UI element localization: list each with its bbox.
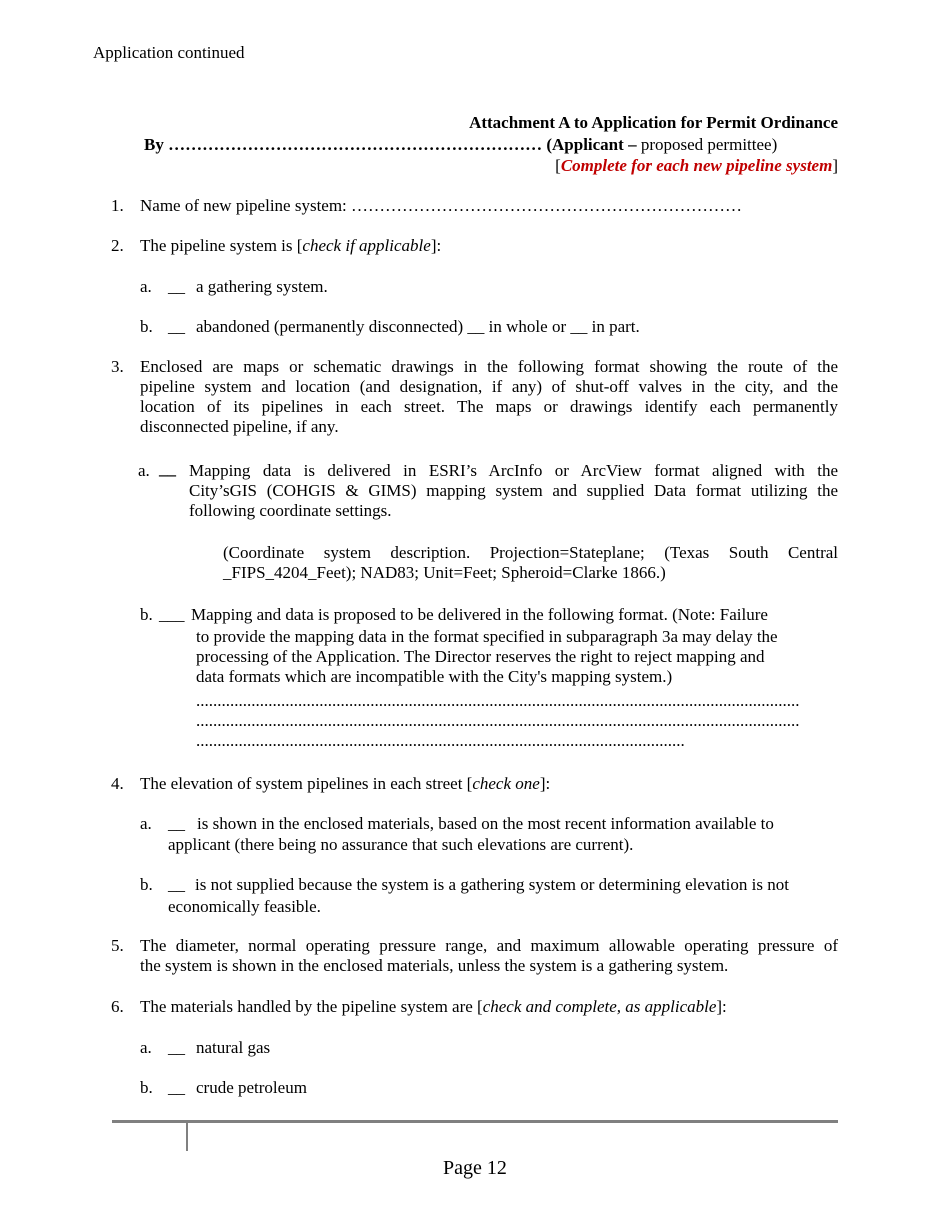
item-4b-line: economically feasible. xyxy=(168,897,321,916)
item-3b-checkbox-blank[interactable]: ___ xyxy=(159,605,185,624)
item-2a-text: a gathering system. xyxy=(196,277,328,296)
coord-line: _FIPS_4204_Feet); NAD83; Unit=Feet; Spheroid=Clarke 1866.) xyxy=(223,563,666,582)
item-3-line: Enclosed are maps or schematic drawings in the following format showing the route of the xyxy=(140,357,838,376)
item-6-post: ]: xyxy=(716,997,727,1016)
item-2-post: ]: xyxy=(430,236,442,255)
item-6a-text: natural gas xyxy=(196,1038,271,1057)
item-3b-line: to provide the mapping data in the format specified in subparagraph 3a may delay the xyxy=(196,627,778,646)
item-3b-line: data formats which are incompatible with the City's mapping system.) xyxy=(196,667,673,686)
item-4-post: ]: xyxy=(539,774,551,793)
complete-note-line xyxy=(555,156,838,176)
item-4b-line: is not supplied because the system is a gathering system or determining elevation is not xyxy=(195,875,789,894)
applicant-label: (Applicant xyxy=(546,135,624,154)
by-dots: ………………………………………………………… xyxy=(168,135,543,154)
item-2a-checkbox-blank[interactable]: __ xyxy=(168,277,185,296)
bracket-open: [ xyxy=(555,156,561,175)
item-1-text: Name of new pipeline system: …………………………………………………………… xyxy=(140,196,743,215)
item-6b-text: crude petroleum xyxy=(196,1078,307,1097)
coord-line: (Coordinate system description. Projection=Stateplane; (Texas South Central xyxy=(223,543,838,562)
item-4b-letter: b. xyxy=(140,875,153,894)
item-6-italic: check and complete, as applicable xyxy=(482,997,717,1016)
by-line xyxy=(144,135,777,155)
item-2b-text: abandoned (permanently disconnected) __ in whole or __ in part. xyxy=(196,317,640,336)
item-3b-line: Mapping and data is proposed to be delivered in the following format. (Note: Failure xyxy=(191,605,768,624)
item-4a-line: applicant (there being no assurance that such elevations are current). xyxy=(168,835,634,854)
item-3-line: disconnected pipeline, if any. xyxy=(140,417,339,436)
item-3b-letter: b. xyxy=(140,605,153,624)
item-3-line: pipeline system and location (and designation, if any) of shut-off valves in the city, and the xyxy=(140,377,838,396)
item-6a-letter: a. xyxy=(140,1038,152,1057)
item-6-pre: The materials handled by the pipeline system are [ xyxy=(140,997,483,1016)
item-3a-line: City’sGIS (COHGIS & GIMS) mapping system and supplied Data format utilizing the xyxy=(189,481,838,500)
item-3a-paragraph xyxy=(189,461,838,521)
item-3b-format-fill-lines[interactable] xyxy=(196,691,838,751)
close-paren: ) xyxy=(771,135,778,154)
item-6b-letter: b. xyxy=(140,1078,153,1097)
item-2-italic: check if applicable xyxy=(302,236,431,255)
item-4-italic: check one xyxy=(472,774,540,793)
item-6a-checkbox-blank[interactable]: __ xyxy=(168,1038,185,1057)
dash: – xyxy=(628,135,637,154)
item-6b-checkbox-blank[interactable]: __ xyxy=(168,1078,185,1097)
item-3-paragraph xyxy=(140,357,838,437)
item-4b-checkbox-blank[interactable]: __ xyxy=(168,875,185,894)
item-4-text xyxy=(140,774,550,794)
item-2b-letter: b. xyxy=(140,317,153,336)
item-6-number: 6. xyxy=(111,997,124,1016)
dot-fill-line[interactable]: ................................................................................................................... xyxy=(196,731,685,750)
by-label: By xyxy=(144,135,164,154)
item-4a-letter: a. xyxy=(140,814,152,833)
item-2b-checkbox-blank[interactable]: __ xyxy=(168,317,185,336)
item-4-number: 4. xyxy=(111,774,124,793)
item-4a-line: is shown in the enclosed materials, based on the most recent information available to xyxy=(197,814,774,833)
header-continued: Application continued xyxy=(93,43,245,62)
item-5-paragraph xyxy=(140,936,838,976)
item-2-number: 2. xyxy=(111,236,124,255)
page-number: Page 12 xyxy=(443,1157,507,1179)
item-5-number: 5. xyxy=(111,936,124,955)
proposed-permittee: proposed permittee xyxy=(640,135,772,154)
item-4a-checkbox-blank[interactable]: __ xyxy=(168,814,185,833)
item-5-line: the system is shown in the enclosed materials, unless the system is a gathering system. xyxy=(140,956,729,975)
item-2a-letter: a. xyxy=(140,277,152,296)
item-3a-checkbox-blank[interactable]: __ xyxy=(159,459,176,478)
bracket-close: ] xyxy=(832,156,838,175)
complete-note: Complete for each new pipeline system xyxy=(560,156,833,175)
item-2-pre: The pipeline system is [ xyxy=(140,236,303,255)
attachment-title: Attachment A to Application for Permit Ordinance xyxy=(469,113,838,132)
footer-vertical-tick xyxy=(186,1122,188,1151)
item-2-text xyxy=(140,236,441,256)
item-1-number: 1. xyxy=(111,196,124,215)
item-3-line: location of its pipelines in each street. The maps or drawings identify each permanently xyxy=(140,397,838,416)
coordinate-settings xyxy=(223,543,838,583)
item-3a-line: following coordinate settings. xyxy=(189,501,392,520)
footer-horizontal-rule xyxy=(112,1120,838,1123)
item-3a-letter: a. xyxy=(138,461,150,480)
dot-fill-line[interactable]: .............................................................................................................................................. xyxy=(196,711,800,730)
item-3-number: 3. xyxy=(111,357,124,376)
item-6-text xyxy=(140,997,727,1017)
item-4-pre: The elevation of system pipelines in each street [ xyxy=(140,774,473,793)
item-3b-paragraph xyxy=(196,627,838,687)
item-3b-line: processing of the Application. The Director reserves the right to reject mapping and xyxy=(196,647,765,666)
item-3a-line: Mapping data is delivered in ESRI’s ArcInfo or ArcView format aligned with the xyxy=(189,461,838,480)
dot-fill-line[interactable]: .............................................................................................................................................. xyxy=(196,691,800,710)
item-5-line: The diameter, normal operating pressure range, and maximum allowable operating pressure of xyxy=(140,936,838,955)
